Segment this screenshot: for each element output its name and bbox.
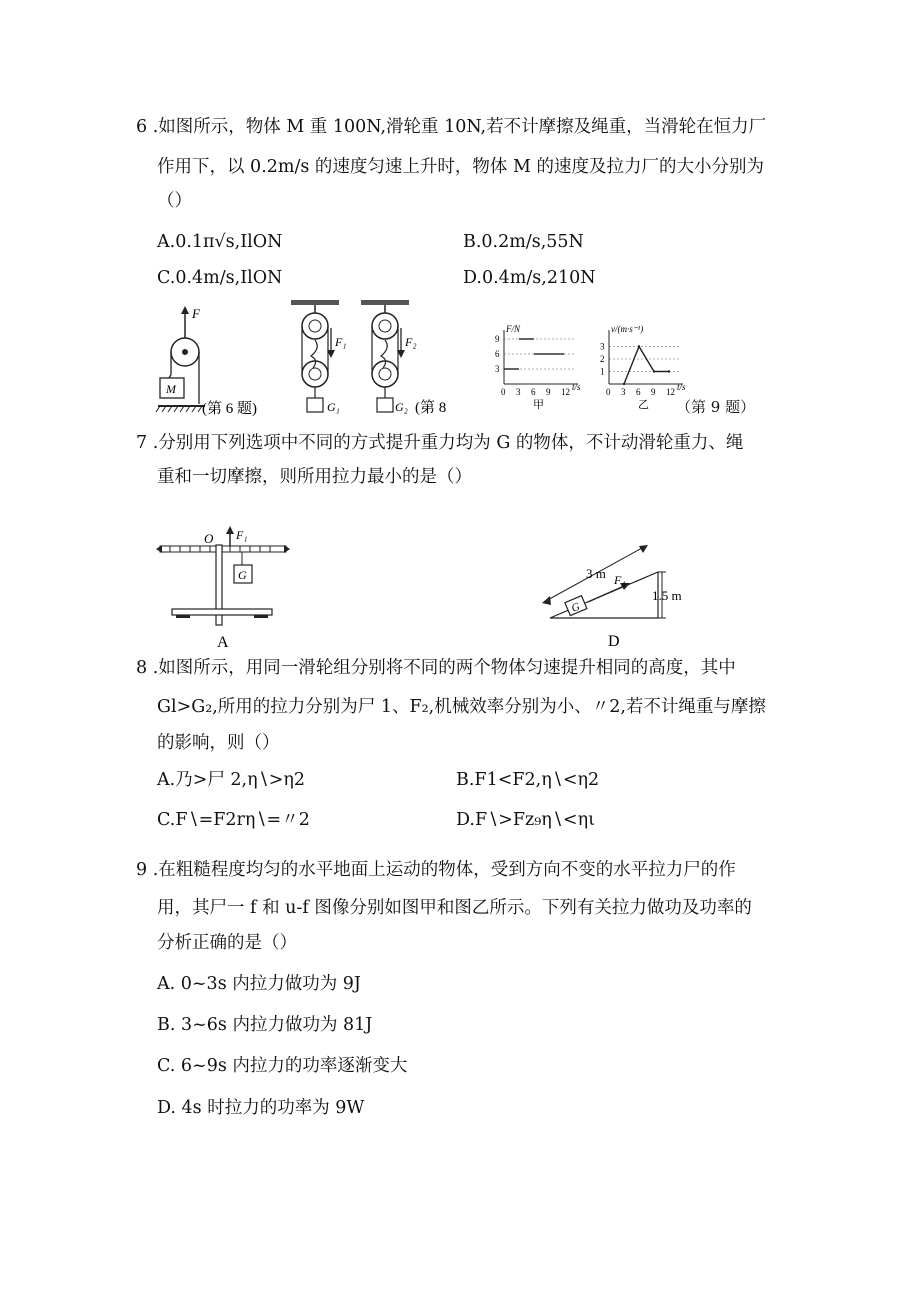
fig8-g2-label: G₂ xyxy=(395,400,408,414)
fig7a-g-label: G xyxy=(238,568,247,582)
x-tick-label: 6 xyxy=(531,387,536,397)
y-tick-label: 3 xyxy=(495,364,500,374)
y-tick-label: 2 xyxy=(600,354,605,364)
q6-option-d: D.0.4m/s,210N xyxy=(463,268,596,288)
x-tick-label: 9 xyxy=(651,387,656,397)
q7-stem-line-2: 重和一切摩擦，则所用拉力最小的是（） xyxy=(157,467,472,487)
x-tick-label: 0 xyxy=(606,387,611,397)
fig8-f1-label: F₁ xyxy=(335,335,347,349)
pulley-block-2 xyxy=(361,300,417,414)
x-axis-label: t/s xyxy=(572,382,581,392)
fig8-f2-label: F₂ xyxy=(405,335,417,349)
fig7d-length-label: 3 m xyxy=(586,566,606,581)
x-tick-label: 6 xyxy=(636,387,641,397)
x-tick-label: 3 xyxy=(516,387,521,397)
series-line xyxy=(624,347,669,385)
y-tick-label: 9 xyxy=(495,334,500,344)
fig8-g1-label: G₁ xyxy=(327,400,340,414)
data-point xyxy=(668,370,670,372)
fig6-caption: (第 6 题) xyxy=(202,401,257,417)
q9-option-d: D. 4s 时拉力的功率为 9W xyxy=(157,1098,365,1118)
fig6-mass-label: M xyxy=(166,382,176,396)
fig6-force-label: F xyxy=(192,306,200,321)
fig7d-option-label: D xyxy=(608,633,620,650)
q8-stem-line-2: Gl>G₂,所用的拉力分别为尸 1、F₂,机械效率分别为小、〃2,若不计绳重与摩擦 xyxy=(157,697,766,717)
y-tick-label: 3 xyxy=(600,341,605,352)
fig7d-f4-label: F₄ xyxy=(614,573,626,587)
q6-stem-line-1: 6 .如图所示，物体 M 重 100N,滑轮重 10N,若不计摩擦及绳重，当滑轮在恒力厂 xyxy=(136,117,767,137)
q8-option-c: C.F∖=F2rη∖=〃2 xyxy=(157,810,310,830)
fig7a-f1-label: F₁ xyxy=(236,528,248,542)
data-point xyxy=(623,383,625,385)
x-tick-label: 0 xyxy=(501,387,506,397)
fig7a-o-label: O xyxy=(204,531,214,546)
y-tick-label: 1 xyxy=(600,366,605,377)
x-tick-label: 9 xyxy=(546,387,551,397)
data-point xyxy=(653,370,655,372)
figure-8-pulley-blocks xyxy=(285,298,475,420)
data-point xyxy=(638,345,640,347)
q8-option-a: A.乃>尸 2,η∖>η2 xyxy=(157,770,306,790)
fig8-caption: (第 8 xyxy=(415,400,447,416)
fig7d-g-label: G xyxy=(569,600,582,615)
q9-option-c: C. 6~9s 内拉力的功率逐渐变大 xyxy=(157,1056,408,1076)
q9-option-a: A. 0~3s 内拉力做功为 9J xyxy=(157,974,361,994)
q9-option-b: B. 3~6s 内拉力做功为 81J xyxy=(157,1015,373,1035)
x-tick-label: 12 xyxy=(666,387,675,397)
q6-stem-line-2: 作用下，以 0.2m/s 的速度匀速上升时，物体 M 的速度及拉力厂的大小分别为 xyxy=(157,157,764,177)
figure-6-pulley xyxy=(150,300,280,420)
y-tick-label: 6 xyxy=(495,349,500,359)
q8-stem-line-3: 的影响，则（） xyxy=(157,733,280,753)
x-axis-label: t/s xyxy=(677,382,686,392)
chart-title: 甲 xyxy=(533,399,544,411)
fig7a-option-label: A xyxy=(217,634,229,651)
q6-option-a: A.0.1π√s,IlON xyxy=(157,232,283,252)
q8-stem-line-1: 8 .如图所示，用同一滑轮组分别将不同的两个物体匀速提升相同的高度，其中 xyxy=(136,658,736,678)
figure-9-chart-jia xyxy=(490,322,590,420)
x-tick-label: 12 xyxy=(561,387,570,397)
figure-7a-lever xyxy=(150,525,300,653)
q8-option-b: B.F1<F2,η∖<η2 xyxy=(456,770,600,790)
fig9-caption: （第 9 题） xyxy=(676,398,756,416)
y-axis-label: F/N xyxy=(506,324,521,334)
x-tick-label: 3 xyxy=(621,387,626,397)
fig7d-height-label: 1.5 m xyxy=(652,588,682,603)
q6-option-b: B.0.2m/s,55N xyxy=(463,232,584,252)
q7-stem-line-1: 7 .分别用下列选项中不同的方式提升重力均为 G 的物体，不计动滑轮重力、绳 xyxy=(136,433,744,453)
q6-stem-line-3: （） xyxy=(157,191,192,211)
q6-option-c: C.0.4m/s,IlON xyxy=(157,268,283,288)
chart-title: 乙 xyxy=(638,399,649,411)
q9-stem-line-3: 分析正确的是（） xyxy=(157,933,297,953)
figure-7d-incline xyxy=(538,540,688,655)
q8-option-d: D.F∖>Fz₉η∖<ηι xyxy=(456,810,595,830)
pulley-block-1 xyxy=(291,300,347,414)
q9-stem-line-1: 9 .在粗糙程度均匀的水平地面上运动的物体，受到方向不变的水平拉力尸的作 xyxy=(136,860,736,880)
y-axis-label: v/(m·s⁻¹) xyxy=(611,324,644,334)
q9-stem-line-2: 用，其尸一 f 和 u-f 图像分别如图甲和图乙所示。下列有关拉力做功及功率的 xyxy=(157,898,752,918)
